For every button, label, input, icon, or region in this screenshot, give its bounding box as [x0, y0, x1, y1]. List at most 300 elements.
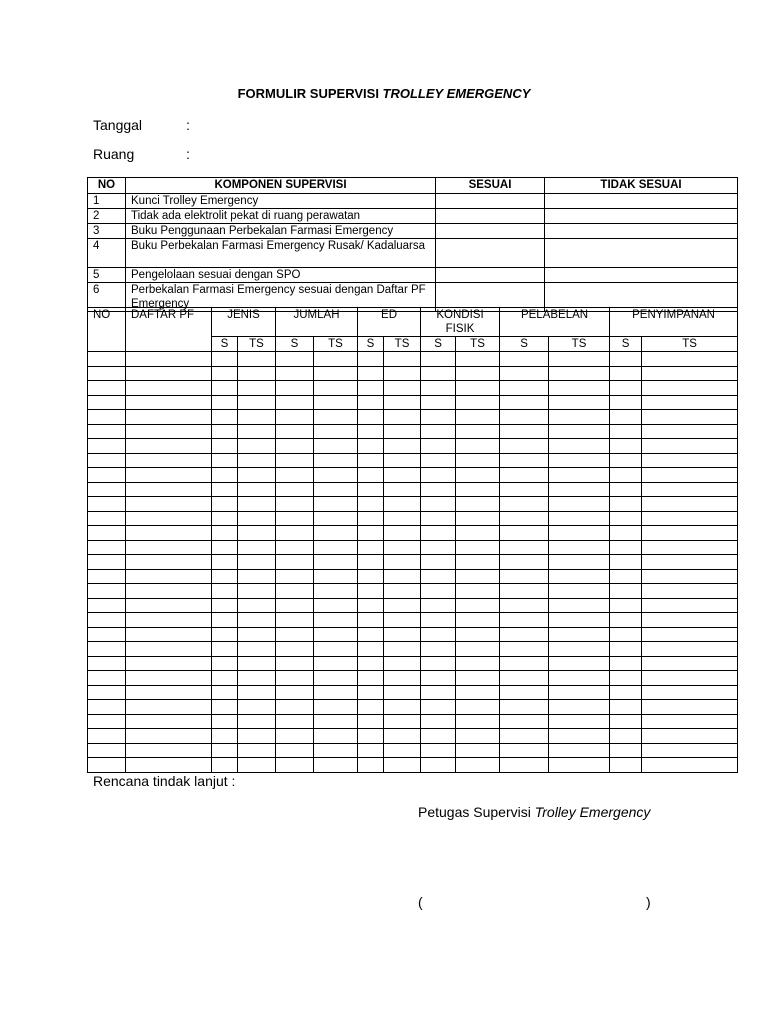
- entry-cell[interactable]: [358, 497, 384, 512]
- entry-cell[interactable]: [358, 540, 384, 555]
- entry-cell[interactable]: [610, 729, 642, 744]
- entry-cell[interactable]: [642, 497, 738, 512]
- entry-cell[interactable]: [212, 671, 238, 686]
- entry-cell[interactable]: [238, 366, 276, 381]
- entry-cell[interactable]: [549, 366, 610, 381]
- tidak-sesuai-cell[interactable]: [545, 224, 738, 239]
- entry-cell[interactable]: [88, 758, 126, 773]
- entry-cell[interactable]: [456, 511, 500, 526]
- entry-cell[interactable]: [384, 511, 421, 526]
- entry-cell[interactable]: [610, 700, 642, 715]
- entry-cell[interactable]: [549, 627, 610, 642]
- entry-cell[interactable]: [126, 468, 212, 483]
- entry-cell[interactable]: [384, 366, 421, 381]
- entry-cell[interactable]: [276, 642, 314, 657]
- entry-cell[interactable]: [238, 395, 276, 410]
- entry-cell[interactable]: [610, 395, 642, 410]
- entry-cell[interactable]: [212, 700, 238, 715]
- entry-cell[interactable]: [314, 729, 358, 744]
- entry-cell[interactable]: [500, 743, 549, 758]
- entry-cell[interactable]: [88, 482, 126, 497]
- entry-cell[interactable]: [549, 729, 610, 744]
- entry-cell[interactable]: [384, 497, 421, 512]
- entry-cell[interactable]: [500, 700, 549, 715]
- entry-cell[interactable]: [126, 729, 212, 744]
- entry-cell[interactable]: [642, 453, 738, 468]
- entry-cell[interactable]: [276, 743, 314, 758]
- entry-cell[interactable]: [276, 453, 314, 468]
- entry-cell[interactable]: [126, 395, 212, 410]
- entry-cell[interactable]: [314, 758, 358, 773]
- tidak-sesuai-cell[interactable]: [545, 239, 738, 268]
- entry-cell[interactable]: [421, 642, 456, 657]
- entry-cell[interactable]: [500, 526, 549, 541]
- entry-cell[interactable]: [276, 671, 314, 686]
- entry-cell[interactable]: [238, 540, 276, 555]
- entry-cell[interactable]: [456, 671, 500, 686]
- entry-cell[interactable]: [456, 685, 500, 700]
- entry-cell[interactable]: [276, 584, 314, 599]
- entry-cell[interactable]: [456, 352, 500, 367]
- entry-cell[interactable]: [610, 381, 642, 396]
- entry-cell[interactable]: [212, 627, 238, 642]
- entry-cell[interactable]: [456, 424, 500, 439]
- entry-cell[interactable]: [358, 656, 384, 671]
- entry-cell[interactable]: [88, 366, 126, 381]
- entry-cell[interactable]: [421, 352, 456, 367]
- entry-cell[interactable]: [238, 598, 276, 613]
- entry-cell[interactable]: [456, 366, 500, 381]
- entry-cell[interactable]: [88, 540, 126, 555]
- entry-cell[interactable]: [549, 453, 610, 468]
- entry-cell[interactable]: [456, 656, 500, 671]
- entry-cell[interactable]: [276, 613, 314, 628]
- entry-cell[interactable]: [358, 526, 384, 541]
- entry-cell[interactable]: [88, 671, 126, 686]
- entry-cell[interactable]: [549, 685, 610, 700]
- entry-cell[interactable]: [126, 743, 212, 758]
- entry-cell[interactable]: [642, 642, 738, 657]
- entry-cell[interactable]: [276, 381, 314, 396]
- entry-cell[interactable]: [549, 439, 610, 454]
- entry-cell[interactable]: [314, 395, 358, 410]
- entry-cell[interactable]: [314, 439, 358, 454]
- entry-cell[interactable]: [384, 482, 421, 497]
- entry-cell[interactable]: [276, 700, 314, 715]
- entry-cell[interactable]: [642, 584, 738, 599]
- entry-cell[interactable]: [212, 424, 238, 439]
- entry-cell[interactable]: [421, 569, 456, 584]
- entry-cell[interactable]: [642, 569, 738, 584]
- entry-cell[interactable]: [212, 714, 238, 729]
- entry-cell[interactable]: [549, 569, 610, 584]
- entry-cell[interactable]: [549, 540, 610, 555]
- entry-cell[interactable]: [358, 584, 384, 599]
- entry-cell[interactable]: [456, 569, 500, 584]
- entry-cell[interactable]: [384, 381, 421, 396]
- entry-cell[interactable]: [238, 410, 276, 425]
- entry-cell[interactable]: [642, 729, 738, 744]
- entry-cell[interactable]: [314, 352, 358, 367]
- entry-cell[interactable]: [549, 410, 610, 425]
- entry-cell[interactable]: [456, 700, 500, 715]
- entry-cell[interactable]: [642, 743, 738, 758]
- entry-cell[interactable]: [212, 497, 238, 512]
- entry-cell[interactable]: [276, 526, 314, 541]
- entry-cell[interactable]: [88, 627, 126, 642]
- entry-cell[interactable]: [610, 424, 642, 439]
- entry-cell[interactable]: [314, 584, 358, 599]
- entry-cell[interactable]: [549, 395, 610, 410]
- entry-cell[interactable]: [126, 366, 212, 381]
- entry-cell[interactable]: [642, 714, 738, 729]
- entry-cell[interactable]: [314, 642, 358, 657]
- entry-cell[interactable]: [384, 700, 421, 715]
- entry-cell[interactable]: [238, 555, 276, 570]
- entry-cell[interactable]: [610, 352, 642, 367]
- entry-cell[interactable]: [88, 424, 126, 439]
- entry-cell[interactable]: [276, 468, 314, 483]
- entry-cell[interactable]: [642, 439, 738, 454]
- entry-cell[interactable]: [421, 685, 456, 700]
- entry-cell[interactable]: [212, 584, 238, 599]
- entry-cell[interactable]: [384, 352, 421, 367]
- entry-cell[interactable]: [276, 497, 314, 512]
- entry-cell[interactable]: [212, 366, 238, 381]
- entry-cell[interactable]: [642, 555, 738, 570]
- entry-cell[interactable]: [610, 468, 642, 483]
- entry-cell[interactable]: [642, 526, 738, 541]
- entry-cell[interactable]: [384, 613, 421, 628]
- entry-cell[interactable]: [358, 758, 384, 773]
- entry-cell[interactable]: [88, 613, 126, 628]
- entry-cell[interactable]: [276, 758, 314, 773]
- entry-cell[interactable]: [610, 613, 642, 628]
- entry-cell[interactable]: [642, 613, 738, 628]
- entry-cell[interactable]: [212, 555, 238, 570]
- entry-cell[interactable]: [642, 424, 738, 439]
- entry-cell[interactable]: [358, 700, 384, 715]
- entry-cell[interactable]: [384, 758, 421, 773]
- entry-cell[interactable]: [384, 714, 421, 729]
- entry-cell[interactable]: [500, 540, 549, 555]
- entry-cell[interactable]: [238, 468, 276, 483]
- entry-cell[interactable]: [126, 613, 212, 628]
- entry-cell[interactable]: [549, 352, 610, 367]
- entry-cell[interactable]: [238, 352, 276, 367]
- entry-cell[interactable]: [88, 642, 126, 657]
- entry-cell[interactable]: [610, 366, 642, 381]
- entry-cell[interactable]: [421, 453, 456, 468]
- entry-cell[interactable]: [358, 482, 384, 497]
- entry-cell[interactable]: [642, 671, 738, 686]
- entry-cell[interactable]: [238, 700, 276, 715]
- entry-cell[interactable]: [88, 700, 126, 715]
- entry-cell[interactable]: [238, 511, 276, 526]
- entry-cell[interactable]: [314, 598, 358, 613]
- entry-cell[interactable]: [642, 511, 738, 526]
- entry-cell[interactable]: [456, 439, 500, 454]
- entry-cell[interactable]: [212, 381, 238, 396]
- entry-cell[interactable]: [500, 395, 549, 410]
- entry-cell[interactable]: [500, 671, 549, 686]
- entry-cell[interactable]: [642, 352, 738, 367]
- entry-cell[interactable]: [238, 671, 276, 686]
- entry-cell[interactable]: [384, 410, 421, 425]
- entry-cell[interactable]: [549, 613, 610, 628]
- entry-cell[interactable]: [421, 656, 456, 671]
- entry-cell[interactable]: [500, 656, 549, 671]
- entry-cell[interactable]: [500, 758, 549, 773]
- entry-cell[interactable]: [212, 656, 238, 671]
- entry-cell[interactable]: [456, 381, 500, 396]
- entry-cell[interactable]: [212, 511, 238, 526]
- entry-cell[interactable]: [126, 714, 212, 729]
- entry-cell[interactable]: [610, 598, 642, 613]
- entry-cell[interactable]: [88, 743, 126, 758]
- entry-cell[interactable]: [549, 468, 610, 483]
- entry-cell[interactable]: [314, 468, 358, 483]
- entry-cell[interactable]: [358, 453, 384, 468]
- entry-cell[interactable]: [238, 584, 276, 599]
- entry-cell[interactable]: [610, 642, 642, 657]
- entry-cell[interactable]: [88, 526, 126, 541]
- entry-cell[interactable]: [358, 613, 384, 628]
- entry-cell[interactable]: [126, 482, 212, 497]
- entry-cell[interactable]: [88, 714, 126, 729]
- entry-cell[interactable]: [642, 381, 738, 396]
- entry-cell[interactable]: [642, 656, 738, 671]
- entry-cell[interactable]: [549, 511, 610, 526]
- entry-cell[interactable]: [421, 555, 456, 570]
- entry-cell[interactable]: [238, 685, 276, 700]
- entry-cell[interactable]: [549, 642, 610, 657]
- entry-cell[interactable]: [549, 482, 610, 497]
- entry-cell[interactable]: [358, 685, 384, 700]
- entry-cell[interactable]: [642, 598, 738, 613]
- entry-cell[interactable]: [126, 511, 212, 526]
- entry-cell[interactable]: [212, 352, 238, 367]
- entry-cell[interactable]: [276, 714, 314, 729]
- entry-cell[interactable]: [88, 598, 126, 613]
- entry-cell[interactable]: [384, 395, 421, 410]
- entry-cell[interactable]: [314, 569, 358, 584]
- entry-cell[interactable]: [384, 743, 421, 758]
- entry-cell[interactable]: [642, 468, 738, 483]
- entry-cell[interactable]: [610, 410, 642, 425]
- entry-cell[interactable]: [642, 685, 738, 700]
- entry-cell[interactable]: [314, 555, 358, 570]
- entry-cell[interactable]: [421, 613, 456, 628]
- entry-cell[interactable]: [421, 511, 456, 526]
- entry-cell[interactable]: [549, 743, 610, 758]
- entry-cell[interactable]: [456, 627, 500, 642]
- entry-cell[interactable]: [212, 453, 238, 468]
- entry-cell[interactable]: [610, 714, 642, 729]
- entry-cell[interactable]: [610, 482, 642, 497]
- entry-cell[interactable]: [126, 526, 212, 541]
- entry-cell[interactable]: [500, 424, 549, 439]
- entry-cell[interactable]: [549, 656, 610, 671]
- entry-cell[interactable]: [500, 511, 549, 526]
- entry-cell[interactable]: [421, 468, 456, 483]
- entry-cell[interactable]: [500, 381, 549, 396]
- sesuai-cell[interactable]: [436, 209, 545, 224]
- entry-cell[interactable]: [456, 453, 500, 468]
- entry-cell[interactable]: [610, 540, 642, 555]
- entry-cell[interactable]: [126, 540, 212, 555]
- entry-cell[interactable]: [88, 395, 126, 410]
- entry-cell[interactable]: [212, 569, 238, 584]
- sesuai-cell[interactable]: [436, 268, 545, 283]
- entry-cell[interactable]: [610, 627, 642, 642]
- entry-cell[interactable]: [314, 381, 358, 396]
- entry-cell[interactable]: [421, 366, 456, 381]
- entry-cell[interactable]: [314, 366, 358, 381]
- entry-cell[interactable]: [212, 468, 238, 483]
- entry-cell[interactable]: [500, 598, 549, 613]
- entry-cell[interactable]: [456, 395, 500, 410]
- entry-cell[interactable]: [421, 424, 456, 439]
- entry-cell[interactable]: [456, 642, 500, 657]
- entry-cell[interactable]: [238, 569, 276, 584]
- entry-cell[interactable]: [421, 714, 456, 729]
- entry-cell[interactable]: [212, 613, 238, 628]
- entry-cell[interactable]: [500, 555, 549, 570]
- entry-cell[interactable]: [384, 598, 421, 613]
- entry-cell[interactable]: [126, 453, 212, 468]
- entry-cell[interactable]: [314, 410, 358, 425]
- entry-cell[interactable]: [610, 511, 642, 526]
- entry-cell[interactable]: [314, 613, 358, 628]
- entry-cell[interactable]: [126, 685, 212, 700]
- entry-cell[interactable]: [549, 424, 610, 439]
- entry-cell[interactable]: [276, 540, 314, 555]
- entry-cell[interactable]: [421, 598, 456, 613]
- entry-cell[interactable]: [238, 482, 276, 497]
- entry-cell[interactable]: [421, 482, 456, 497]
- entry-cell[interactable]: [88, 656, 126, 671]
- entry-cell[interactable]: [421, 526, 456, 541]
- entry-cell[interactable]: [456, 555, 500, 570]
- entry-cell[interactable]: [610, 453, 642, 468]
- entry-cell[interactable]: [642, 410, 738, 425]
- entry-cell[interactable]: [456, 714, 500, 729]
- entry-cell[interactable]: [421, 700, 456, 715]
- tidak-sesuai-cell[interactable]: [545, 209, 738, 224]
- entry-cell[interactable]: [276, 439, 314, 454]
- entry-cell[interactable]: [500, 729, 549, 744]
- entry-cell[interactable]: [421, 627, 456, 642]
- entry-cell[interactable]: [358, 439, 384, 454]
- entry-cell[interactable]: [276, 627, 314, 642]
- entry-cell[interactable]: [126, 352, 212, 367]
- entry-cell[interactable]: [549, 555, 610, 570]
- entry-cell[interactable]: [212, 642, 238, 657]
- entry-cell[interactable]: [421, 381, 456, 396]
- entry-cell[interactable]: [384, 671, 421, 686]
- entry-cell[interactable]: [238, 526, 276, 541]
- entry-cell[interactable]: [456, 598, 500, 613]
- entry-cell[interactable]: [384, 642, 421, 657]
- entry-cell[interactable]: [421, 758, 456, 773]
- entry-cell[interactable]: [212, 729, 238, 744]
- entry-cell[interactable]: [314, 627, 358, 642]
- entry-cell[interactable]: [456, 540, 500, 555]
- entry-cell[interactable]: [610, 497, 642, 512]
- entry-cell[interactable]: [456, 729, 500, 744]
- entry-cell[interactable]: [314, 540, 358, 555]
- entry-cell[interactable]: [549, 584, 610, 599]
- entry-cell[interactable]: [276, 598, 314, 613]
- entry-cell[interactable]: [126, 497, 212, 512]
- entry-cell[interactable]: [384, 555, 421, 570]
- entry-cell[interactable]: [610, 685, 642, 700]
- entry-cell[interactable]: [88, 511, 126, 526]
- entry-cell[interactable]: [126, 584, 212, 599]
- sesuai-cell[interactable]: [436, 239, 545, 268]
- entry-cell[interactable]: [500, 714, 549, 729]
- entry-cell[interactable]: [276, 685, 314, 700]
- entry-cell[interactable]: [276, 410, 314, 425]
- entry-cell[interactable]: [126, 410, 212, 425]
- entry-cell[interactable]: [314, 671, 358, 686]
- entry-cell[interactable]: [500, 468, 549, 483]
- entry-cell[interactable]: [642, 366, 738, 381]
- entry-cell[interactable]: [276, 352, 314, 367]
- entry-cell[interactable]: [500, 482, 549, 497]
- entry-cell[interactable]: [384, 439, 421, 454]
- entry-cell[interactable]: [314, 526, 358, 541]
- entry-cell[interactable]: [500, 453, 549, 468]
- entry-cell[interactable]: [384, 656, 421, 671]
- entry-cell[interactable]: [358, 366, 384, 381]
- entry-cell[interactable]: [384, 685, 421, 700]
- entry-cell[interactable]: [212, 410, 238, 425]
- entry-cell[interactable]: [88, 569, 126, 584]
- entry-cell[interactable]: [88, 468, 126, 483]
- entry-cell[interactable]: [642, 395, 738, 410]
- entry-cell[interactable]: [314, 685, 358, 700]
- entry-cell[interactable]: [421, 671, 456, 686]
- entry-cell[interactable]: [421, 743, 456, 758]
- entry-cell[interactable]: [384, 424, 421, 439]
- entry-cell[interactable]: [238, 743, 276, 758]
- entry-cell[interactable]: [314, 424, 358, 439]
- entry-cell[interactable]: [384, 526, 421, 541]
- entry-cell[interactable]: [549, 381, 610, 396]
- entry-cell[interactable]: [421, 584, 456, 599]
- entry-cell[interactable]: [126, 381, 212, 396]
- entry-cell[interactable]: [314, 453, 358, 468]
- entry-cell[interactable]: [500, 366, 549, 381]
- entry-cell[interactable]: [421, 540, 456, 555]
- entry-cell[interactable]: [88, 685, 126, 700]
- entry-cell[interactable]: [610, 656, 642, 671]
- entry-cell[interactable]: [238, 656, 276, 671]
- entry-cell[interactable]: [314, 511, 358, 526]
- entry-cell[interactable]: [212, 482, 238, 497]
- entry-cell[interactable]: [126, 700, 212, 715]
- entry-cell[interactable]: [358, 381, 384, 396]
- entry-cell[interactable]: [549, 526, 610, 541]
- entry-cell[interactable]: [238, 439, 276, 454]
- entry-cell[interactable]: [88, 352, 126, 367]
- entry-cell[interactable]: [358, 714, 384, 729]
- entry-cell[interactable]: [500, 410, 549, 425]
- entry-cell[interactable]: [610, 526, 642, 541]
- entry-cell[interactable]: [384, 569, 421, 584]
